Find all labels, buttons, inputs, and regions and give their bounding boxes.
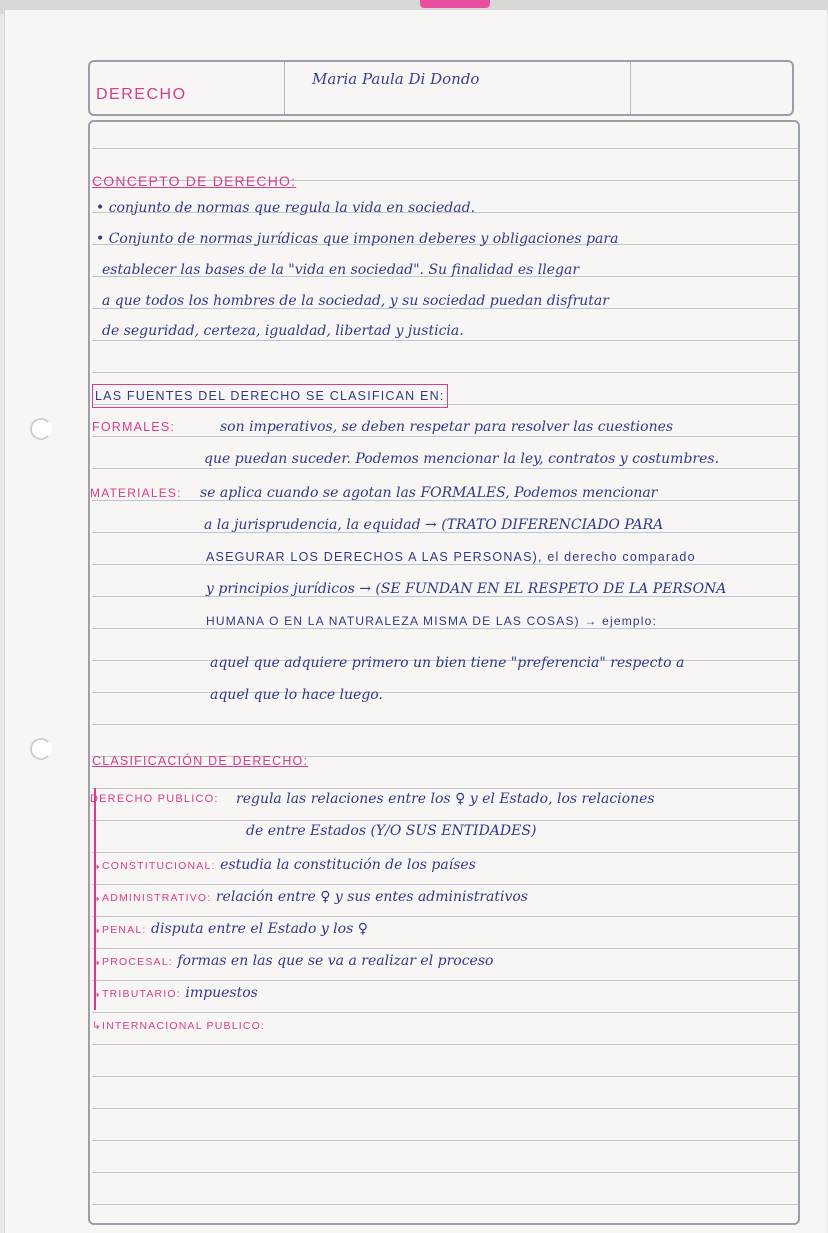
- materiales-label: MATERIALES:: [90, 486, 182, 500]
- branch-label: ↳INTERNACIONAL PUBLICO:: [92, 1020, 266, 1032]
- ruled-line: [92, 1044, 798, 1045]
- ruled-line: [92, 1204, 798, 1205]
- formales-line-1: son imperativos, se deben respetar para resolver las cuestiones: [220, 419, 674, 435]
- derecho-publico-label: DERECHO PUBLICO:: [90, 793, 219, 805]
- derecho-publico-line-1: regula las relaciones entre los ♀ y el Estado, los relaciones: [236, 791, 655, 807]
- bullet-2-line-2: establecer las bases de la "vida en sociedad". Su finalidad es llegar: [102, 262, 580, 278]
- ruled-line: [92, 148, 798, 149]
- section-title-fuentes: LAS FUENTES DEL DERECHO SE CLASIFICAN EN:: [92, 384, 448, 408]
- bullet-1-text: conjunto de normas que regula la vida en sociedad.: [108, 200, 476, 216]
- branch-penal: [92, 918, 368, 941]
- formales-line-2: que puedan suceder. Podemos mencionar la ley, contratos y costumbres.: [204, 451, 720, 467]
- materiales-line-5: HUMANA O EN LA NATURALEZA MISMA DE LAS COSAS) → ejemplo:: [206, 614, 658, 628]
- materiales-line-6: aquel que adquiere primero un bien tiene "preferencia" respecto a: [210, 655, 685, 671]
- section-title-concepto: CONCEPTO DE DERECHO:: [92, 173, 297, 189]
- ruled-line: [92, 948, 798, 949]
- branch-label: ↳PROCESAL:: [92, 956, 173, 968]
- ruled-line: [92, 1172, 798, 1173]
- branch-label: ↳ADMINISTRATIVO:: [92, 892, 212, 904]
- branch-label: ↳PENAL:: [92, 924, 147, 936]
- ruled-line: [92, 372, 798, 373]
- formales-label: FORMALES:: [92, 420, 176, 434]
- bullet-2-line-1: • Conjunto de normas jurídicas que imponen deberes y obligaciones para: [96, 231, 619, 247]
- author-name: Maria Paula Di Dondo: [312, 70, 480, 88]
- ruled-line: [92, 1012, 798, 1013]
- ruled-line: [92, 884, 798, 885]
- subject-label: DERECHO: [96, 86, 187, 103]
- materiales-line-4: y principios jurídicos → (SE FUNDAN EN EL RESPETO DE LA PERSONA: [206, 581, 727, 597]
- bullet-2-line-3: a que todos los hombres de la sociedad, y su sociedad puedan disfrutar: [102, 293, 609, 309]
- header-divider: [284, 62, 285, 114]
- branch-internacional-publico: [92, 1014, 265, 1037]
- materiales-line-3: ASEGURAR LOS DERECHOS A LAS PERSONAS), el derecho comparado: [206, 550, 696, 564]
- branch-label: ↳CONSTITUCIONAL:: [92, 860, 216, 872]
- pink-tab-mark: [420, 0, 490, 8]
- ruled-line: [92, 980, 798, 981]
- ruled-line: [92, 1108, 798, 1109]
- section-title-clasificacion: CLASIFICACIÓN DE DERECHO:: [92, 754, 309, 768]
- binder-hole-bottom: [30, 738, 52, 760]
- bullet-1: • conjunto de normas que regula la vida en sociedad.: [96, 200, 476, 216]
- branch-text: impuestos: [185, 985, 258, 1001]
- ruled-line: [92, 1076, 798, 1077]
- branch-constitucional: [92, 854, 476, 877]
- bullet-2-line-4: de seguridad, certeza, igualdad, libertad y justicia.: [102, 323, 464, 339]
- derecho-publico-line-2: de entre Estados (Y/O SUS ENTIDADES): [246, 823, 537, 839]
- branch-text: formas en las que se va a realizar el proceso: [177, 953, 494, 969]
- branch-text: estudia la constitución de los países: [220, 857, 476, 873]
- binder-hole-top: [30, 418, 52, 440]
- header-divider: [630, 62, 631, 114]
- branch-label: ↳TRIBUTARIO:: [92, 988, 181, 1000]
- branch-administrativo: [92, 886, 528, 909]
- ruled-line: [92, 916, 798, 917]
- materiales-line-7: aquel que lo hace luego.: [210, 687, 383, 703]
- ruled-line: [92, 724, 798, 725]
- branch-text: relación entre ♀ y sus entes administrativos: [215, 889, 528, 905]
- materiales-line-2: a la jurisprudencia, la equidad → (TRATO DIFERENCIADO PARA: [204, 517, 664, 533]
- ruled-line: [92, 692, 798, 693]
- materiales-line-1: se aplica cuando se agotan las FORMALES, Podemos mencionar: [200, 485, 658, 501]
- ruled-line: [92, 1140, 798, 1141]
- bullet-2-text: Conjunto de normas jurídicas que imponen deberes y obligaciones para: [108, 231, 619, 247]
- branch-text: disputa entre el Estado y los ♀: [151, 921, 368, 937]
- ruled-line: [92, 852, 798, 853]
- branch-procesal: [92, 950, 493, 973]
- branch-tributario: [92, 982, 258, 1005]
